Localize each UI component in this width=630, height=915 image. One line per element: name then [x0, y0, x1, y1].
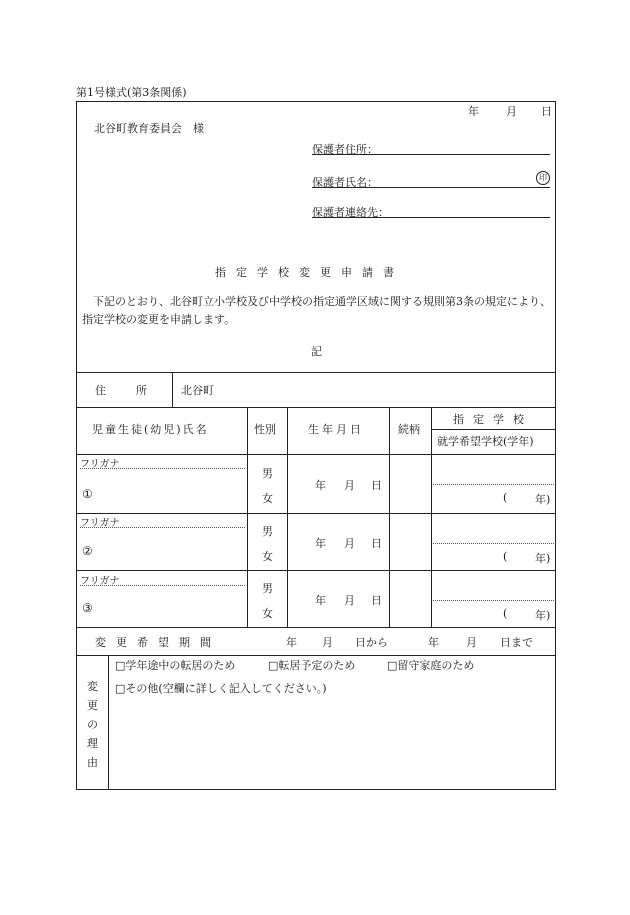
- period-day-from: 日から: [355, 636, 388, 649]
- period-year-until: 年: [428, 636, 439, 649]
- gender-male[interactable]: 男: [262, 525, 273, 538]
- guardian-contact-line[interactable]: [312, 217, 550, 218]
- period-label: 変更希望期間: [95, 636, 221, 649]
- birth-day: 日: [371, 537, 382, 550]
- gender-female[interactable]: 女: [262, 492, 273, 505]
- grade-close: 年): [535, 609, 551, 622]
- reason-label-char: 更: [87, 699, 98, 712]
- guardian-address-label: 保護者住所：: [312, 143, 378, 156]
- addressee: 北谷町教育委員会 様: [94, 122, 204, 135]
- form-title: 指定学校変更申請書: [215, 266, 404, 279]
- reason-label-char: 変: [87, 680, 98, 693]
- period-month-until: 月: [466, 636, 477, 649]
- child-number: ③: [82, 601, 93, 615]
- grade-open: (: [503, 491, 508, 504]
- period-day-until: 日まで: [500, 636, 533, 649]
- grade-close: 年): [535, 493, 551, 506]
- guardian-contact-label: 保護者連絡先：: [312, 206, 389, 219]
- address-label: 住所: [95, 384, 177, 397]
- birth-day: 日: [371, 479, 382, 492]
- birth-year: 年: [315, 537, 326, 550]
- reason-option-latchkey[interactable]: □留守家庭のため: [387, 659, 475, 672]
- reason-option-label: 転居予定のため: [278, 659, 356, 672]
- guardian-name-line[interactable]: [312, 187, 550, 188]
- guardian-name-label: 保護者氏名：: [312, 176, 378, 189]
- grade-close: 年): [535, 552, 551, 565]
- reason-option-other[interactable]: □その他(空欄に詳しく記入してください。): [115, 682, 327, 695]
- address-value[interactable]: 北谷町: [181, 384, 214, 397]
- child-number: ②: [82, 544, 93, 558]
- gender-female[interactable]: 女: [262, 607, 273, 620]
- gender-female[interactable]: 女: [262, 550, 273, 563]
- birth-month: 月: [344, 594, 355, 607]
- child-name-header: 児童生徒(幼児)氏名: [92, 423, 209, 436]
- birth-day: 日: [371, 594, 382, 607]
- relation-header: 続柄: [398, 423, 420, 436]
- furigana-label: フリガナ: [80, 518, 120, 529]
- ki-mark: 記: [311, 345, 322, 358]
- reason-label-char: 理: [87, 737, 98, 750]
- period-month-from: 月: [322, 636, 333, 649]
- furigana-label: フリガナ: [80, 576, 120, 587]
- reason-label-char: の: [87, 718, 98, 731]
- gender-male[interactable]: 男: [262, 467, 273, 480]
- reason-option-label: その他(空欄に詳しく記入してください。): [125, 682, 327, 695]
- grade-open: (: [503, 550, 508, 563]
- desired-school-header: 就学希望学校(学年): [437, 435, 534, 448]
- designated-school-header: 指定学校: [453, 413, 533, 426]
- date-year: 年: [468, 105, 479, 118]
- guardian-address-line[interactable]: [312, 154, 550, 155]
- gender-header: 性別: [254, 423, 276, 436]
- form-number: 第1号様式(第3条関係): [76, 86, 187, 99]
- birthdate-header: 生年月日: [308, 423, 364, 436]
- seal-mark: 印: [536, 171, 550, 185]
- reason-option-planned-move[interactable]: □転居予定のため: [268, 659, 356, 672]
- reason-option-moving-midyear[interactable]: □学年途中の転居のため: [115, 659, 236, 672]
- date-month: 月: [506, 105, 517, 118]
- child-number: ①: [82, 487, 93, 501]
- grade-open: (: [503, 607, 508, 620]
- birth-month: 月: [344, 479, 355, 492]
- date-day: 日: [541, 105, 552, 118]
- reason-option-label: 学年途中の転居のため: [125, 659, 236, 672]
- period-year-from: 年: [286, 636, 297, 649]
- birth-month: 月: [344, 537, 355, 550]
- birth-year: 年: [315, 479, 326, 492]
- birth-year: 年: [315, 594, 326, 607]
- gender-male[interactable]: 男: [262, 582, 273, 595]
- reason-option-label: 留守家庭のため: [397, 659, 475, 672]
- reason-label-char: 由: [87, 756, 98, 769]
- furigana-label: フリガナ: [80, 459, 120, 470]
- body-text: 下記のとおり、北谷町立小学校及び中学校の指定通学区域に関する規則第3条の規定により、指定学校の変更を申請します。: [82, 295, 551, 326]
